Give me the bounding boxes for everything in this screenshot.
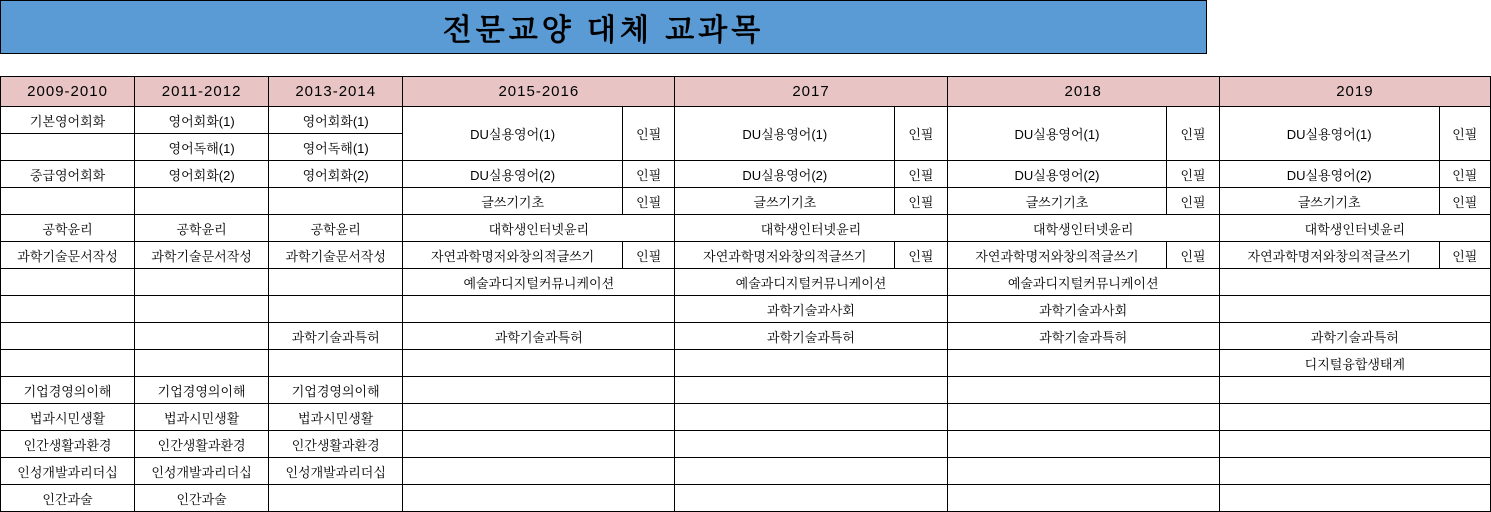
table-row	[1, 269, 1491, 296]
cell-2017: DU실용영어(2)	[675, 161, 895, 188]
column-header-2013-2014: 2013-2014	[269, 77, 403, 107]
cell-2017	[675, 404, 947, 431]
cell-2013-2014	[269, 350, 403, 377]
cell-2017: 자연과학명저와창의적글쓰기	[675, 242, 895, 269]
cell-2018: 과학기술과특허	[947, 323, 1219, 350]
cell-2019	[1219, 404, 1490, 431]
cell-2018	[947, 350, 1219, 377]
table-row	[1, 458, 1491, 485]
column-header-2019: 2019	[1219, 77, 1490, 107]
cell-2013-2014: 기업경영의이해	[269, 377, 403, 404]
cell-2015-2016-note: 인필	[623, 107, 675, 161]
cell-2019	[1219, 377, 1490, 404]
column-header-2011-2012: 2011-2012	[135, 77, 269, 107]
table-row	[1, 296, 1491, 323]
cell-2011-2012: 영어회화(1)	[135, 107, 269, 134]
cell-2009-2010: 인간생활과환경	[1, 431, 135, 458]
cell-2009-2010: 기본영어회화	[1, 107, 135, 134]
cell-2015-2016-note: 인필	[623, 188, 675, 215]
table-row	[1, 188, 1491, 215]
cell-2015-2016	[403, 458, 675, 485]
cell-2013-2014: 영어회화(2)	[269, 161, 403, 188]
table-row	[1, 404, 1491, 431]
table-row	[1, 107, 1491, 134]
cell-2018	[947, 485, 1219, 512]
cell-2009-2010: 과학기술문서작성	[1, 242, 135, 269]
cell-2017: 대학생인터넷윤리	[675, 215, 947, 242]
cell-2009-2010: 인성개발과리더십	[1, 458, 135, 485]
cell-2011-2012	[135, 323, 269, 350]
cell-2013-2014: 공학윤리	[269, 215, 403, 242]
cell-2009-2010: 기업경영의이해	[1, 377, 135, 404]
cell-2017-note: 인필	[895, 161, 947, 188]
cell-2019: DU실용영어(2)	[1219, 161, 1439, 188]
cell-2013-2014: 인성개발과리더십	[269, 458, 403, 485]
table-row	[1, 323, 1491, 350]
cell-2017: 과학기술과사회	[675, 296, 947, 323]
cell-2017	[675, 350, 947, 377]
cell-2018: 글쓰기기초	[947, 188, 1167, 215]
cell-2017-note: 인필	[895, 242, 947, 269]
cell-2009-2010: 공학윤리	[1, 215, 135, 242]
cell-2011-2012	[135, 269, 269, 296]
cell-2018-note: 인필	[1167, 242, 1219, 269]
cell-2018	[947, 404, 1219, 431]
cell-2009-2010	[1, 350, 135, 377]
cell-2018-note: 인필	[1167, 161, 1219, 188]
cell-2019-note: 인필	[1439, 188, 1490, 215]
page-title: 전문교양 대체 교과목	[442, 14, 765, 47]
cell-2011-2012: 공학윤리	[135, 215, 269, 242]
cell-2018: 예술과디지털커뮤니케이션	[947, 269, 1219, 296]
cell-2017: DU실용영어(1)	[675, 107, 895, 161]
cell-2013-2014	[269, 485, 403, 512]
cell-2009-2010: 중급영어회화	[1, 161, 135, 188]
cell-2017	[675, 485, 947, 512]
column-header-2018: 2018	[947, 77, 1219, 107]
table-row	[1, 431, 1491, 458]
cell-2009-2010	[1, 188, 135, 215]
cell-2015-2016	[403, 296, 675, 323]
cell-2015-2016: 과학기술과특허	[403, 323, 675, 350]
table-row	[1, 485, 1491, 512]
cell-2015-2016	[403, 350, 675, 377]
cell-2009-2010	[1, 296, 135, 323]
table-row	[1, 350, 1491, 377]
cell-2019: 디지털융합생태계	[1219, 350, 1490, 377]
column-header-2009-2010: 2009-2010	[1, 77, 135, 107]
cell-2009-2010: 인간과술	[1, 485, 135, 512]
cell-2009-2010	[1, 134, 135, 161]
cell-2013-2014	[269, 296, 403, 323]
table-row	[1, 161, 1491, 188]
cell-2018: 대학생인터넷윤리	[947, 215, 1219, 242]
table-row	[1, 215, 1491, 242]
cell-2017	[675, 377, 947, 404]
cell-2011-2012	[135, 350, 269, 377]
cell-2018: 자연과학명저와창의적글쓰기	[947, 242, 1167, 269]
cell-2013-2014: 영어회화(1)	[269, 107, 403, 134]
cell-2015-2016	[403, 485, 675, 512]
cell-2018-note: 인필	[1167, 188, 1219, 215]
table-row	[1, 377, 1491, 404]
table-row	[1, 242, 1491, 269]
cell-2019-note: 인필	[1439, 242, 1490, 269]
cell-2018	[947, 377, 1219, 404]
cell-2015-2016: DU실용영어(2)	[403, 161, 623, 188]
cell-2019: 과학기술과특허	[1219, 323, 1490, 350]
cell-2017: 글쓰기기초	[675, 188, 895, 215]
cell-2017	[675, 458, 947, 485]
cell-2015-2016-note: 인필	[623, 242, 675, 269]
cell-2015-2016: 예술과디지털커뮤니케이션	[403, 269, 675, 296]
cell-2011-2012: 영어독해(1)	[135, 134, 269, 161]
cell-2019	[1219, 458, 1490, 485]
cell-2019-note: 인필	[1439, 161, 1490, 188]
cell-2011-2012: 인간생활과환경	[135, 431, 269, 458]
page-title-banner	[0, 0, 1207, 54]
cell-2015-2016: DU실용영어(1)	[403, 107, 623, 161]
cell-2018: DU실용영어(2)	[947, 161, 1167, 188]
cell-2018	[947, 431, 1219, 458]
cell-2013-2014: 과학기술문서작성	[269, 242, 403, 269]
cell-2018-note: 인필	[1167, 107, 1219, 161]
cell-2019	[1219, 485, 1490, 512]
cell-2011-2012: 인성개발과리더십	[135, 458, 269, 485]
cell-2013-2014	[269, 269, 403, 296]
title-banner-filler	[1207, 0, 1491, 54]
cell-2015-2016-note: 인필	[623, 161, 675, 188]
cell-2013-2014: 법과시민생활	[269, 404, 403, 431]
cell-2011-2012: 인간과술	[135, 485, 269, 512]
cell-2013-2014: 인간생활과환경	[269, 431, 403, 458]
cell-2013-2014: 과학기술과특허	[269, 323, 403, 350]
cell-2017	[675, 431, 947, 458]
cell-2019	[1219, 269, 1490, 296]
cell-2011-2012: 영어회화(2)	[135, 161, 269, 188]
cell-2011-2012: 기업경영의이해	[135, 377, 269, 404]
cell-2019: DU실용영어(1)	[1219, 107, 1439, 161]
cell-2017-note: 인필	[895, 188, 947, 215]
cell-2018: DU실용영어(1)	[947, 107, 1167, 161]
table-header-row	[1, 77, 1491, 107]
cell-2009-2010	[1, 269, 135, 296]
cell-2015-2016	[403, 404, 675, 431]
cell-2011-2012	[135, 296, 269, 323]
cell-2017: 과학기술과특허	[675, 323, 947, 350]
cell-2019: 대학생인터넷윤리	[1219, 215, 1490, 242]
cell-2009-2010	[1, 323, 135, 350]
cell-2018	[947, 458, 1219, 485]
cell-2019: 글쓰기기초	[1219, 188, 1439, 215]
cell-2019: 자연과학명저와창의적글쓰기	[1219, 242, 1439, 269]
cell-2019	[1219, 296, 1490, 323]
cell-2011-2012: 과학기술문서작성	[135, 242, 269, 269]
cell-2017-note: 인필	[895, 107, 947, 161]
cell-2015-2016	[403, 431, 675, 458]
cell-2013-2014	[269, 188, 403, 215]
cell-2018: 과학기술과사회	[947, 296, 1219, 323]
course-substitution-table	[0, 76, 1491, 512]
cell-2019-note: 인필	[1439, 107, 1490, 161]
column-header-2017: 2017	[675, 77, 947, 107]
column-header-2015-2016: 2015-2016	[403, 77, 675, 107]
cell-2009-2010: 법과시민생활	[1, 404, 135, 431]
cell-2019	[1219, 431, 1490, 458]
cell-2013-2014: 영어독해(1)	[269, 134, 403, 161]
cell-2015-2016: 대학생인터넷윤리	[403, 215, 675, 242]
cell-2011-2012: 법과시민생활	[135, 404, 269, 431]
cell-2015-2016: 자연과학명저와창의적글쓰기	[403, 242, 623, 269]
cell-2015-2016: 글쓰기기초	[403, 188, 623, 215]
cell-2011-2012	[135, 188, 269, 215]
cell-2017: 예술과디지털커뮤니케이션	[675, 269, 947, 296]
cell-2015-2016	[403, 377, 675, 404]
